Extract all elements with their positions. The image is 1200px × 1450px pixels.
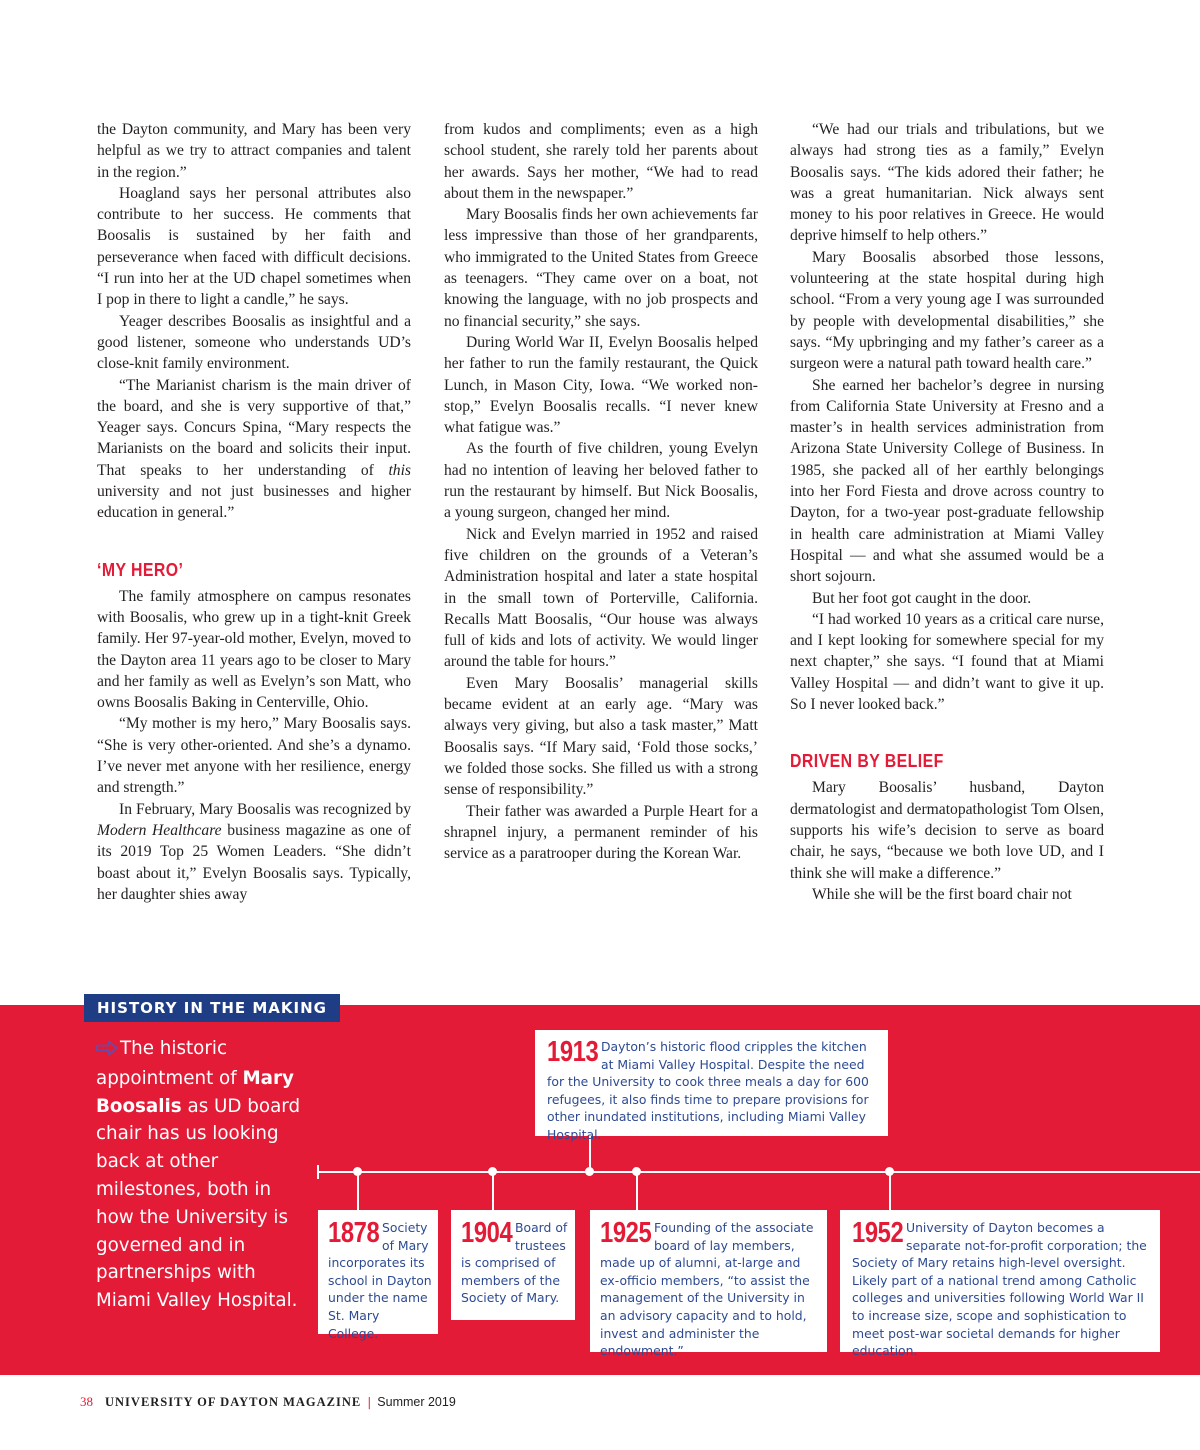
paragraph: While she will be the first board chair not [812, 885, 1072, 903]
intro-text: The historic appointment of [96, 1038, 243, 1089]
timeline-stem-1878 [357, 1172, 359, 1210]
text-run: business magazine as one of its 2019 Top 25 Women Leaders. “She didn’t boast about it,” Evelyn Boosalis says. Typically, her daughter shies away [97, 821, 412, 903]
page-number: 38 [80, 1394, 93, 1409]
milestone-text: Dayton’s historic flood cripples the kitchen at Miami Valley Hospital. Despite the need for the University to cook three meals a day for 600 refugees, it also finds time to prepare provisions for other inundated institutions, including Miami Valley Hospital. [547, 1039, 869, 1142]
issue-date: Summer 2019 [377, 1395, 456, 1409]
paragraph: “My mother is my hero,” Mary Boosalis says. “She is very other-oriented. And she’s a dynamo. I’ve never met anyone with her resilience, energy and strength.” [97, 715, 411, 797]
paragraph: the Dayton community, and Mary has been very helpful as we try to attract companies and talent in the region.” [97, 121, 411, 181]
paragraph: from kudos and compliments; even as a high school student, she rarely told her parents about her awards. Says her mother, “We had to read about them in the newspaper.” [444, 121, 758, 202]
article-column-2 [444, 119, 758, 864]
history-intro [96, 1035, 311, 1315]
intro-text: as UD board chair has us looking back at other milestones, both in how the University is governed and in partnerships with Miami Valley Hospital. [96, 1095, 301, 1312]
paragraph: Even Mary Boosalis’ managerial skills became evident at an early age. “Mary was always very giving, but also a task master,” Matt Boosalis says. “If Mary said, ‘Fold those socks,’ we folded those socks. She filled us with a strong sense of responsibility.” [444, 674, 758, 799]
section-heading-driven-by-belief: DRIVEN BY BELIEF [790, 751, 944, 772]
text-run: In February, Mary Boosalis was recognized by [119, 800, 411, 818]
article-column-1 [97, 119, 411, 905]
paragraph: As the fourth of five children, young Evelyn had no intention of leaving her beloved father to run the restaurant by himself. But Nick Boosalis, a young surgeon, changed her mind. [444, 440, 758, 522]
magazine-name: UNIVERSITY OF DAYTON MAGAZINE [105, 1395, 362, 1409]
paragraph: She earned her bachelor’s degree in nursing from California State University at Fresno and a master’s in health services administration from Arizona State University College of Business. In 1985, she packed all of her earthly belongings into her Ford Fiesta and drove across country to Dayton, for a two-year post-graduate fellowship in health care administration at Miami Valley Hospital — and what she assumed would be a short sojourn. [790, 376, 1104, 586]
paragraph: Hoagland says her personal attributes also contribute to her success. He comments that Boosalis is sustained by her faith and perseverance when faced with difficult decisions. “I run into her at the UD chapel sometimes when I pop in there to light a candle,” he says. [97, 184, 411, 309]
milestone-card-1925 [590, 1210, 827, 1359]
text-run: “The Marianist charism is the main driver of the board, and she is very supportive of that,” Yeager says. Concurs Spina, “Mary respects the Marianists on the board and solicits their input. That speaks to her understanding of [97, 376, 411, 479]
timeline-start-tick [317, 1165, 319, 1179]
milestone-card-1952 [840, 1210, 1160, 1359]
publication-title: Modern Healthcare [97, 821, 222, 839]
milestone-card-1913 [535, 1030, 888, 1142]
paragraph: “I had worked 10 years as a critical care nurse, and I kept looking for somewhere special for my next chapter,” she says. “I found that at Miami Valley Hospital — and didn’t want to give it up. So I never looked back.” [790, 610, 1104, 714]
milestone-year: 1904 [461, 1217, 513, 1249]
paragraph [97, 799, 411, 905]
milestone-card-1878 [318, 1210, 438, 1341]
milestone-text: Board of trustees is comprised of members of the Society of Mary. [461, 1220, 568, 1306]
intro-name: Mary Boosalis [96, 1067, 294, 1117]
page-footer [80, 1392, 456, 1412]
milestone-year: 1913 [547, 1036, 599, 1068]
paragraph: “We had our trials and tribulations, but we always had strong ties as a family,” Evelyn Boosalis says. “The kids adored their father; he was a great humanitarian. Nick always sent money to his poor relatives in Greece. He would deprive himself to help others.” [790, 121, 1104, 245]
paragraph: Their father was awarded a Purple Heart for a shrapnel injury, a permanent reminder of his service as a paratrooper during the Korean War. [444, 802, 758, 863]
section-heading-my-hero: ‘MY HERO’ [97, 559, 184, 580]
milestone-year: 1952 [852, 1217, 904, 1249]
milestone-text: Society of Mary incorporates its school in Dayton under the name St. Mary College. [328, 1220, 432, 1341]
paragraph: Nick and Evelyn married in 1952 and raised five children on the grounds of a Veteran’s Administration hospital and later a state hospital in the small town of Porterville, California. Recalls Matt Boosalis, “Our house was always full of kids and lots of activity. We would linger around the table for hours.” [444, 525, 758, 671]
arrow-right-icon [96, 1037, 120, 1065]
history-section-tag: HISTORY IN THE MAKING [84, 994, 340, 1022]
milestone-text: Founding of the associate board of lay members, made up of alumni, at-large and ex-officio members, “to assist the management of the University in an advisory capacity and to hold, invest and administer the endowment.” [600, 1220, 814, 1359]
paragraph: During World War II, Evelyn Boosalis helped her father to run the family restaurant, the Quick Lunch, in Mason City, Iowa. “We worked non-stop,” Evelyn Boosalis recalls. “I never knew what fatigue was.” [444, 333, 758, 437]
milestone-year: 1925 [600, 1217, 652, 1249]
article-column-3 [790, 119, 1104, 905]
milestone-card-1904 [451, 1210, 575, 1320]
milestone-text: University of Dayton becomes a separate not-for-profit corporation; the Society of Mary retains high-level oversight. Likely part of a national trend among Catholic colleges and universities following World War II to increase size, scope and sophistication to meet post-war societal demands for higher education. [852, 1220, 1147, 1359]
timeline-stem-1952 [889, 1172, 891, 1210]
paragraph: Mary Boosalis’ husband, Dayton dermatologist and dermatopathologist Tom Olsen, supports his wife’s decision to serve as board chair, he says, “because we both love UD, and I think she will make a difference.” [790, 779, 1104, 882]
paragraph: Mary Boosalis finds her own achievements far less impressive than those of her grandparents, who immigrated to the United States from Greece as teenagers. “They came over on a boat, not knowing the language, with no job prospects and no financial security,” she says. [444, 206, 758, 330]
timeline-line [318, 1171, 1200, 1173]
paragraph [97, 375, 411, 524]
paragraph: Yeager describes Boosalis as insightful and a good listener, someone who understands UD’s close-knit family environment. [97, 312, 411, 373]
timeline-stem-1925 [636, 1172, 638, 1210]
paragraph: Mary Boosalis absorbed those lessons, volunteering at the state hospital during high school. “From a very young age I was surrounded by people with developmental disabilities,” she says. “My upbringing and my father’s career as a surgeon were a natural path toward health care.” [790, 248, 1104, 373]
footer-separator: | [367, 1395, 372, 1409]
milestone-year: 1878 [328, 1217, 380, 1249]
timeline-stem-1904 [492, 1172, 494, 1210]
paragraph: The family atmosphere on campus resonates with Boosalis, who grew up in a tight-knit Greek family. Her 97-year-old mother, Evelyn, moved to the Dayton area 11 years ago to be closer to Mary and her family as well as Evelyn’s son Matt, who owns Boosalis Baking in Centerville, Ohio. [97, 587, 411, 712]
text-run: university and not just businesses and higher education in general.” [97, 483, 411, 522]
paragraph: But her foot got caught in the door. [812, 589, 1032, 607]
emphasis: this [388, 461, 411, 479]
